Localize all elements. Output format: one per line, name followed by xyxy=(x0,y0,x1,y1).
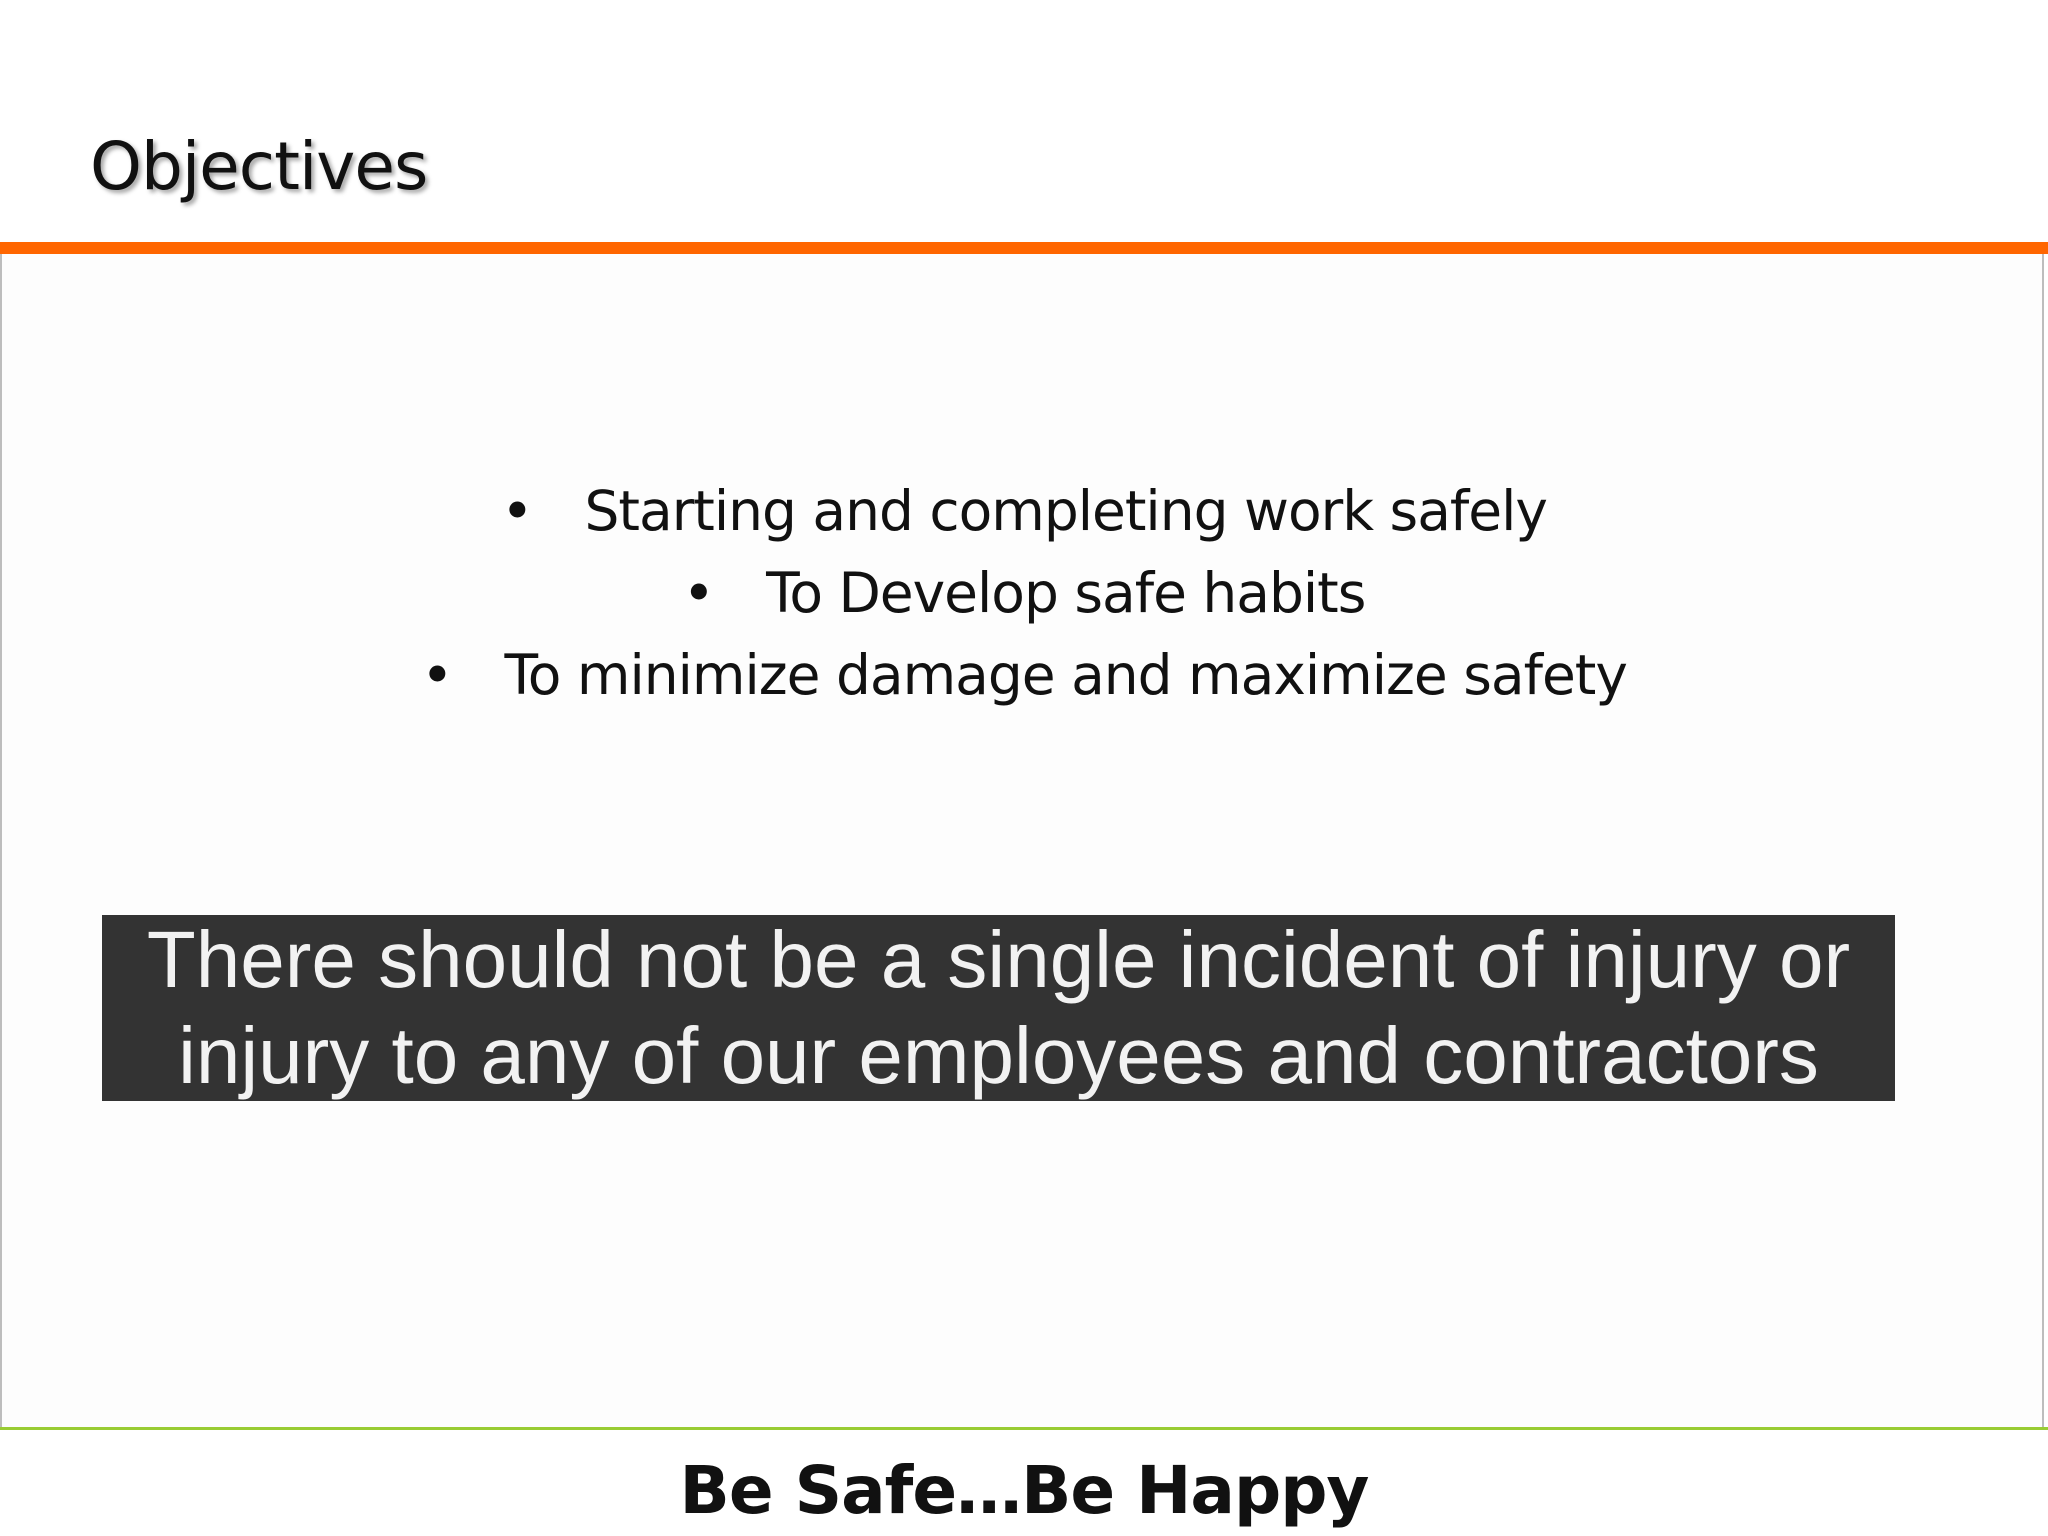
list-item xyxy=(0,470,2048,552)
footer-tagline: Be Safe…Be Happy xyxy=(679,1452,1369,1529)
bullet-icon: • xyxy=(501,479,533,543)
list-item-text: To minimize damage and maximize safety xyxy=(504,643,1627,707)
statement-text: There should not be a single incident of injury or injury to any of our employees and contractors xyxy=(146,915,1851,1100)
list-item-text: Starting and completing work safely xyxy=(584,479,1547,543)
statement-banner xyxy=(102,915,1895,1101)
bullet-icon: • xyxy=(682,561,715,625)
list-item xyxy=(0,552,2048,634)
header-divider xyxy=(0,242,2048,254)
footer-divider xyxy=(0,1427,2048,1430)
bullet-icon: • xyxy=(421,643,453,707)
objectives-list xyxy=(0,470,2048,716)
content-area xyxy=(0,254,2044,1427)
list-item-text: To Develop safe habits xyxy=(766,561,1366,625)
slide-title: Objectives xyxy=(90,128,428,205)
list-item xyxy=(0,634,2048,716)
